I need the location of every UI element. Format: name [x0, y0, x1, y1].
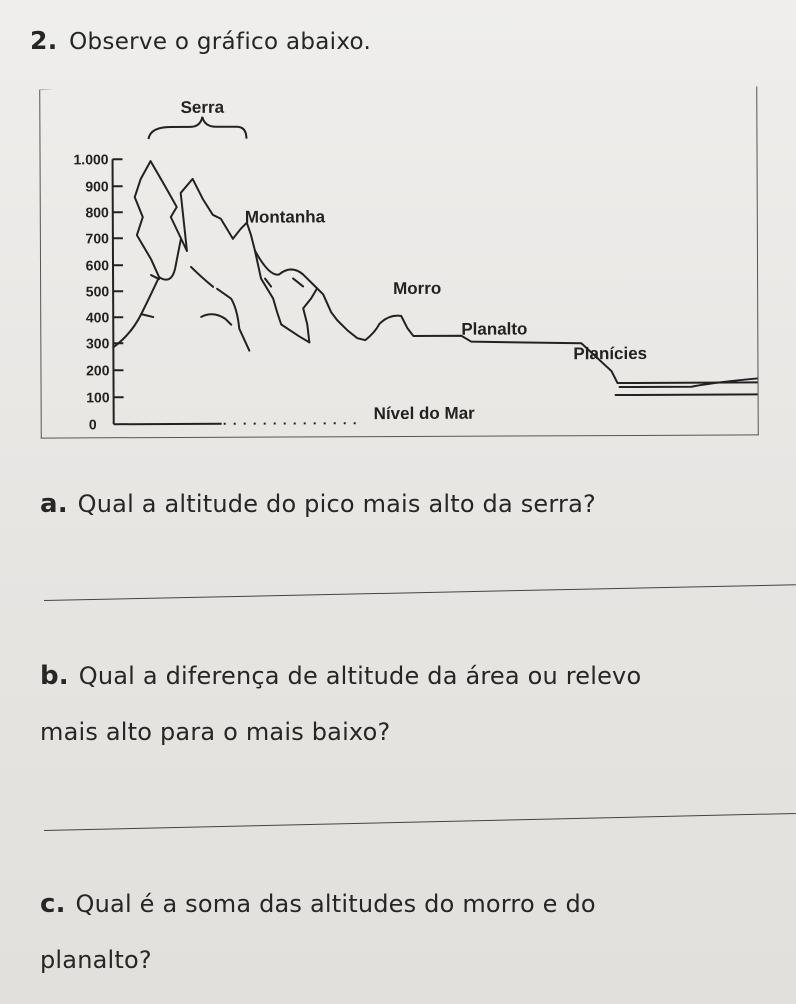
tick-300: 300 — [85, 335, 110, 352]
exercise-instruction: Observe o gráfico abaixo. — [69, 29, 372, 55]
question-c-letter: c. — [40, 889, 66, 919]
relief-figure — [39, 86, 759, 438]
tick-800: 800 — [85, 204, 109, 221]
sea-level-dotted — [224, 423, 360, 424]
altitude-axis — [113, 159, 124, 424]
tick-1000: 1.000 — [73, 151, 109, 168]
relief-profile — [113, 158, 758, 397]
tick-400: 400 — [85, 309, 110, 326]
relief-diagram — [40, 86, 758, 437]
question-b — [40, 648, 641, 760]
label-serra: Serra — [180, 97, 225, 117]
tick-200: 200 — [86, 362, 110, 379]
frame-top-border — [40, 86, 756, 89]
tick-0: 0 — [88, 416, 97, 433]
tick-labels — [73, 151, 109, 432]
label-nivel-do-mar: Nível do Mar — [373, 403, 475, 424]
question-a-letter: a. — [40, 489, 68, 519]
answer-line-b[interactable] — [44, 813, 796, 831]
tick-100: 100 — [86, 389, 110, 406]
label-planalto: Planalto — [461, 319, 528, 339]
question-a-text: Qual a altitude do pico mais alto da serra? — [77, 490, 596, 518]
question-a — [40, 476, 596, 532]
question-c — [40, 876, 596, 988]
label-planicies: Planícies — [573, 343, 648, 364]
tick-700: 700 — [85, 230, 109, 247]
label-morro: Morro — [393, 278, 442, 299]
tick-600: 600 — [85, 257, 110, 274]
question-b-text-line1: Qual a diferença de altitude da área ou relevo — [78, 662, 642, 690]
tick-900: 900 — [85, 178, 109, 195]
exercise-number: 2. — [30, 26, 58, 55]
serra-brace — [148, 117, 246, 139]
question-b-text-line2: mais alto para o mais baixo? — [40, 718, 391, 746]
question-c-text-line2: planalto? — [40, 946, 152, 974]
tick-500: 500 — [85, 283, 110, 300]
question-c-text-line1: Qual é a soma das altitudes do morro e do — [75, 890, 596, 918]
exercise-heading — [30, 26, 371, 55]
label-montanha: Montanha — [244, 207, 326, 227]
answer-line-a[interactable] — [44, 584, 796, 601]
question-b-letter: b. — [40, 661, 69, 691]
